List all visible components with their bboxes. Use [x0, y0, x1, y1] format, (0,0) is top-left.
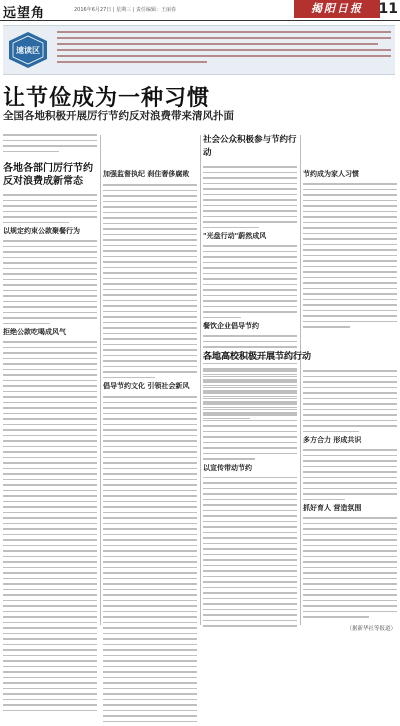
column-1	[3, 134, 97, 715]
col3-subheading-2: 餐饮企业倡导节约	[203, 322, 259, 330]
col3-heading-2: 各地高校积极开展节约行动	[203, 352, 312, 362]
col1-subheading-2: 拒绝公款吃喝成风气	[3, 328, 66, 336]
col3-heading-1: 社会公众积极参与节约行动	[203, 135, 297, 158]
col2-subheading-2: 倡导节约文化 引领社会新风	[103, 382, 190, 390]
page-number: 11	[378, 1, 398, 17]
sub-headline: 全国各地积极开展厉行节约反对浪费带来清风扑面	[3, 110, 234, 122]
main-headline: 让节俭成为一种习惯	[3, 86, 211, 111]
col3-subheading-1: "光盘行动"蔚然成风	[203, 232, 267, 240]
col2-subheading-1: 加强监督执纪 刹住奢侈腐败	[103, 170, 190, 178]
lead-summary-box	[3, 25, 395, 75]
article-source-note: （据新华社等报道）	[346, 626, 396, 632]
issue-meta: 2016年6月27日 | 星期三 | 责任编辑：王丽春	[74, 7, 176, 13]
col4-subheading-1: 节约成为家人习惯	[303, 170, 359, 178]
column-2	[103, 170, 197, 726]
lead-text	[57, 31, 391, 67]
newspaper-logo: 揭阳日报	[294, 0, 380, 18]
section-title: 远望角	[3, 6, 46, 21]
column-3-lower	[203, 370, 297, 631]
badge-label: 速读区	[16, 46, 40, 55]
col1-heading: 各地各部门厉行节约反对浪费成新常态	[3, 163, 93, 187]
col4-subheading-2: 多方合力 形成共识	[303, 436, 362, 444]
speed-read-badge	[7, 31, 49, 69]
column-4	[303, 170, 397, 332]
col1-subheading-1: 以规定约束公款聚餐行为	[3, 227, 80, 235]
page-header	[0, 0, 400, 21]
col3-subheading-3: 以宣传带动节约	[203, 463, 252, 472]
column-4-lower	[303, 370, 397, 622]
col4-subheading-3: 抓好育人 营造氛围	[303, 504, 362, 512]
